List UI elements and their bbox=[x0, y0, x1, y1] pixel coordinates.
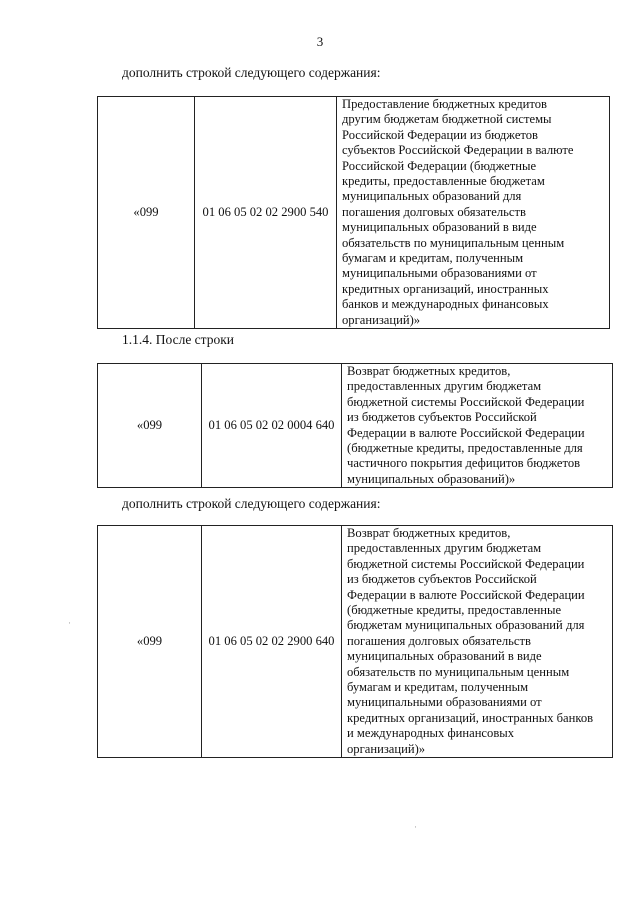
description-line: бумагам и кредитам, полученным bbox=[347, 680, 529, 695]
description-line: другим бюджетам бюджетной системы bbox=[342, 112, 552, 127]
description-line: Федерации в валюте Российской Федерации bbox=[347, 587, 585, 602]
description-cell bbox=[342, 526, 613, 758]
page-number: 3 bbox=[316, 34, 324, 49]
description-line: Федерации в валюте Российской Федерации bbox=[347, 425, 585, 440]
description-line: обязательств по муниципальным ценным bbox=[342, 235, 565, 250]
description-line: Возврат бюджетных кредитов, bbox=[347, 526, 511, 540]
code-cell: «099 bbox=[98, 364, 202, 488]
description-line: и международных финансовых bbox=[347, 726, 515, 741]
description-cell bbox=[337, 97, 610, 329]
table-1 bbox=[97, 96, 610, 329]
description-line: кредиты, предоставленные бюджетам bbox=[342, 174, 545, 189]
classification-code-cell: 01 06 05 02 02 0004 640 bbox=[202, 364, 342, 488]
description-line: муниципальных образований для bbox=[342, 189, 522, 204]
description-line: Предоставление бюджетных кредитов bbox=[342, 97, 547, 111]
description-line: бюджетной системы Российской Федерации bbox=[347, 394, 585, 409]
paragraph-after-row: 1.1.4. После строки bbox=[122, 332, 235, 347]
table-3 bbox=[97, 525, 613, 758]
description-line: банков и международных финансовых bbox=[342, 297, 549, 312]
description-line: бюджетам муниципальных образований для bbox=[347, 618, 585, 633]
description-line: субъектов Российской Федерации в валюте bbox=[342, 143, 574, 158]
description-line: организаций)» bbox=[347, 741, 426, 756]
description-line: частичного покрытия дефицитов бюджетов bbox=[347, 456, 581, 471]
description-line: обязательств по муниципальным ценным bbox=[347, 664, 570, 679]
description-line: муниципальных образований)» bbox=[347, 471, 516, 486]
description-line: кредитных организаций, иностранных bbox=[342, 281, 549, 296]
table-row bbox=[98, 97, 610, 329]
description-line: Российской Федерации из бюджетов bbox=[342, 127, 538, 142]
description-line: (бюджетные кредиты, предоставленные для bbox=[347, 441, 583, 456]
description-line: из бюджетов субъектов Российской bbox=[347, 572, 537, 587]
description-line: Возврат бюджетных кредитов, bbox=[347, 364, 511, 378]
description-line: организаций)» bbox=[342, 312, 421, 327]
classification-code-cell: 01 06 05 02 02 2900 540 bbox=[195, 97, 337, 329]
description-line: (бюджетные кредиты, предоставленные bbox=[347, 603, 562, 618]
table-2 bbox=[97, 363, 613, 488]
description-line: погашения долговых обязательств bbox=[342, 204, 526, 219]
description-line: погашения долговых обязательств bbox=[347, 633, 531, 648]
description-line: бюджетной системы Российской Федерации bbox=[347, 556, 585, 571]
description-line: муниципальных образований в виде bbox=[347, 649, 542, 664]
description-line: муниципальными образованиями от bbox=[347, 695, 542, 710]
description-line: кредитных организаций, иностранных банков bbox=[347, 710, 594, 725]
description-line: Российской Федерации (бюджетные bbox=[342, 158, 537, 173]
paragraph-add-row-1: дополнить строкой следующего содержания: bbox=[122, 65, 381, 80]
classification-code-cell: 01 06 05 02 02 2900 640 bbox=[202, 526, 342, 758]
table-row bbox=[98, 364, 613, 488]
description-line: муниципальными образованиями от bbox=[342, 266, 537, 281]
description-line: муниципальных образований в виде bbox=[342, 220, 537, 235]
scan-mark: · bbox=[414, 822, 417, 832]
paragraph-add-row-2: дополнить строкой следующего содержания: bbox=[122, 496, 381, 511]
description-line: предоставленных другим бюджетам bbox=[347, 541, 542, 556]
code-cell: «099 bbox=[98, 97, 195, 329]
description-line: предоставленных другим бюджетам bbox=[347, 379, 542, 394]
table-row bbox=[98, 526, 613, 758]
description-line: бумагам и кредитам, полученным bbox=[342, 251, 524, 266]
description-line: из бюджетов субъектов Российской bbox=[347, 410, 537, 425]
description-cell bbox=[342, 364, 613, 488]
code-cell: «099 bbox=[98, 526, 202, 758]
scan-mark: · bbox=[68, 618, 71, 628]
